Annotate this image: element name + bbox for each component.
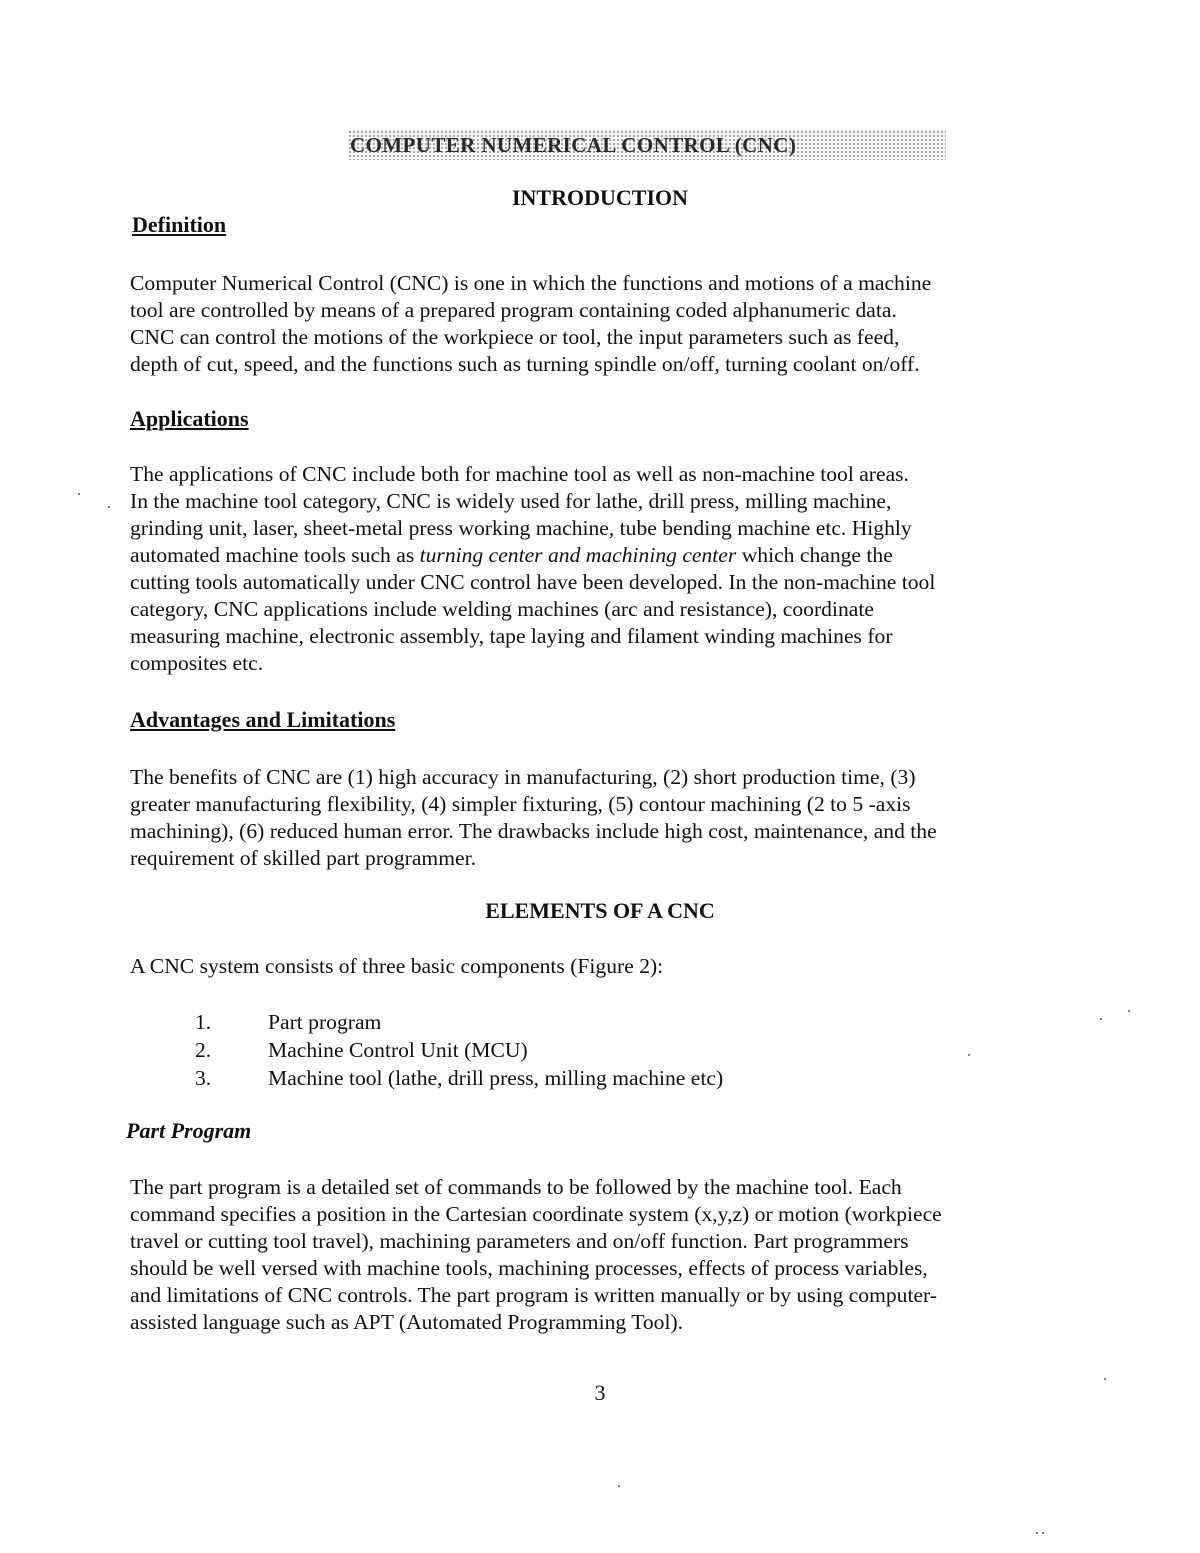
text-line: greater manufacturing flexibility, (4) simpler fixturing, (5) contour machining (2 to 5 -axis [130, 792, 911, 816]
text-line: measuring machine, electronic assembly, tape laying and filament winding machines for [130, 624, 893, 648]
text-line: The benefits of CNC are (1) high accuracy in manufacturing, (2) short production time, (3) [130, 765, 916, 789]
part-program-paragraph [130, 1174, 1075, 1336]
text-line: travel or cutting tool travel), machining parameters and on/off function. Part programmers [130, 1229, 909, 1253]
list-number: 2. [195, 1038, 212, 1062]
text-line: depth of cut, speed, and the functions such as turning spindle on/off, turning coolant on/off. [130, 352, 920, 376]
applications-heading: Applications [130, 406, 249, 431]
definition-heading: Definition [132, 212, 227, 237]
text-line: The applications of CNC include both for machine tool as well as non-machine tool areas. [130, 462, 909, 486]
part-program-heading: Part Program [126, 1118, 252, 1143]
scan-speck [108, 506, 110, 508]
text-line: should be well versed with machine tools, machining processes, effects of process variables, [130, 1256, 928, 1280]
scan-speck [78, 493, 80, 495]
text-line: cutting tools automatically under CNC control have been developed. In the non-machine tool [130, 570, 936, 594]
scan-speck [1128, 1010, 1130, 1012]
text-line: CNC can control the motions of the workpiece or tool, the input parameters such as feed, [130, 325, 900, 349]
list-text: Machine tool (lathe, drill press, milling machine etc) [268, 1066, 724, 1090]
text-line: and limitations of CNC controls. The part program is written manually or by using computer- [130, 1283, 937, 1307]
scan-speck [968, 1054, 970, 1056]
scan-speck [1042, 1532, 1044, 1534]
advantages-paragraph [130, 764, 1075, 872]
text-run: automated machine tools such as [130, 543, 420, 567]
text-line: category, CNC applications include welding machines (arc and resistance), coordinate [130, 597, 874, 621]
scan-speck [1036, 1532, 1038, 1534]
text-line: grinding unit, laser, sheet-metal press working machine, tube bending machine etc. Highly [130, 516, 912, 540]
text-line: assisted language such as APT (Automated Programming Tool). [130, 1310, 684, 1334]
definition-paragraph [130, 270, 1075, 378]
text-line: command specifies a position in the Cartesian coordinate system (x,y,z) or motion (workpiece [130, 1202, 942, 1226]
text-line: In the machine tool category, CNC is widely used for lathe, drill press, milling machine, [130, 489, 892, 513]
text-line [130, 542, 1075, 569]
scan-speck [1104, 1378, 1106, 1380]
scan-speck [618, 1485, 620, 1487]
list-text: Machine Control Unit (MCU) [268, 1038, 528, 1062]
text-line: A CNC system consists of three basic components (Figure 2): [130, 954, 664, 978]
applications-paragraph [130, 461, 1075, 677]
list-number: 3. [195, 1066, 212, 1090]
text-line: composites etc. [130, 651, 264, 675]
text-line: machining), (6) reduced human error. The drawbacks include high cost, maintenance, and the [130, 819, 937, 843]
text-line: Computer Numerical Control (CNC) is one in which the functions and motions of a machine [130, 271, 932, 295]
advantages-heading: Advantages and Limitations [130, 707, 396, 732]
list-number: 1. [195, 1010, 212, 1034]
italic-term: turning center and machining center [419, 543, 737, 567]
elements-heading: ELEMENTS OF A CNC [485, 898, 715, 923]
text-line: The part program is a detailed set of commands to be followed by the machine tool. Each [130, 1175, 902, 1199]
text-line: requirement of skilled part programmer. [130, 846, 476, 870]
scan-speck [1100, 1018, 1102, 1020]
elements-intro [130, 953, 1075, 980]
page-number: 3 [594, 1380, 606, 1405]
introduction-heading: INTRODUCTION [511, 185, 689, 210]
list-text: Part program [268, 1010, 382, 1034]
text-line: tool are controlled by means of a prepared program containing coded alphanumeric data. [130, 298, 897, 322]
document-title: COMPUTER NUMERICAL CONTROL (CNC) [350, 133, 797, 157]
text-run: which change the [736, 543, 893, 567]
